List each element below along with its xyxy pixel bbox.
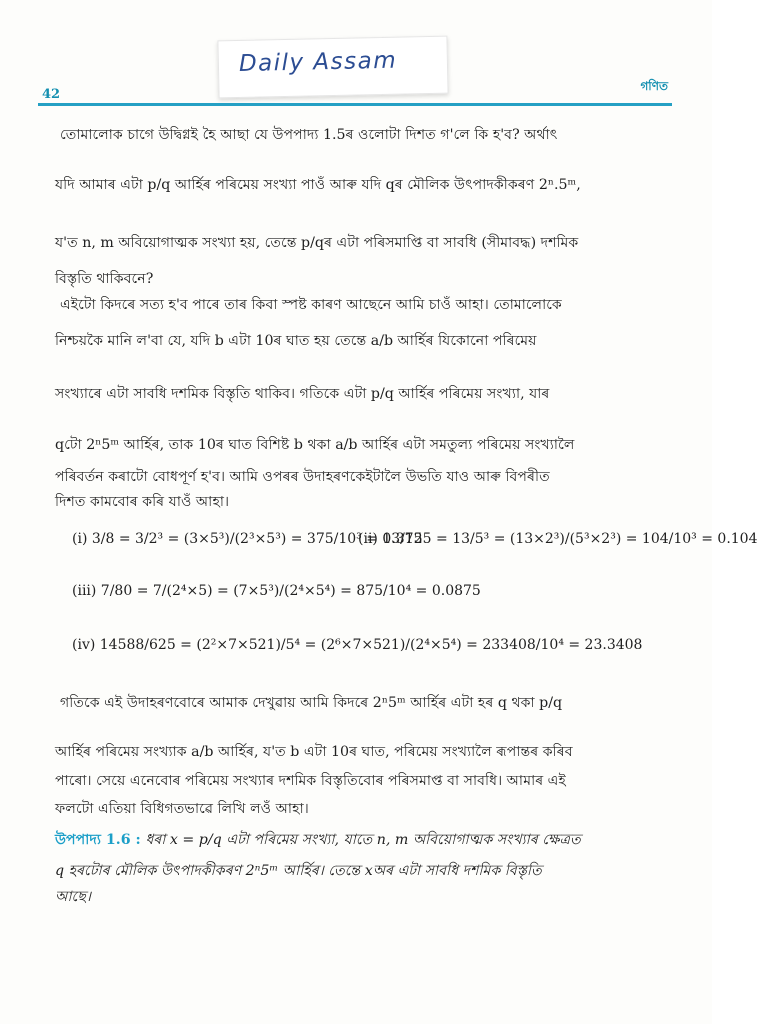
equation-iv: (iv) 14588/625 = (2²×7×521)/5⁴ = (2⁶×7×521)/(2⁴×5⁴) = 233408/10⁴ = 23.3408 [72,637,643,653]
body-line: তোমালোক চাগে উদ্বিগ্নই হৈ আছা যে উপপাদ্য 1.5ৰ ওলোটা দিশত গ'লে কি হ'ব? অৰ্থাৎ [60,127,558,143]
body-line: যদি আমাৰ এটা p/q আৰ্হিৰ পৰিমেয় সংখ্যা পাওঁ আৰু যদি qৰ মৌলিক উৎপাদকীকৰণ 2ⁿ.5ᵐ, [55,177,581,193]
body-line: আৰ্হিৰ পৰিমেয় সংখ্যাক a/b আৰ্হিৰ, য'ত b এটা 10ৰ ঘাত, পৰিমেয় সংখ্যালৈ ৰূপান্তৰ কৰিব [55,744,573,760]
body-line: য'ত n, m অবিয়োগাত্মক সংখ্যা হয়, তেন্তে p/qৰ এটা পৰিসমাপ্তি বা সাবধি (সীমাবদ্ধ) দশমিক [55,235,579,251]
body-line: পাৰো। সেয়ে এনেবোৰ পৰিমেয় সংখ্যাৰ দশমিক বিস্তৃতিবোৰ পৰিসমাপ্ত বা সাবধি। আমাৰ এই [55,773,566,789]
chapter-title: গণিত [640,79,668,93]
theorem-line: আছে। [55,889,91,905]
theorem-label: উপপাদ্য 1.6 : [55,832,141,848]
body-line: qটো 2ⁿ5ᵐ আৰ্হিৰ, তাক 10ৰ ঘাত বিশিষ্ট b থকা a/b আৰ্হিৰ এটা সমতুল্য পৰিমেয় সংখ্যালৈ [55,437,575,453]
stamp-label [217,36,448,99]
body-line: এইটো কিদৰে সত্য হ'ব পাৰে তাৰ কিবা স্পষ্ট কাৰণ আছেনে আমি চাওঁ আহা। তোমালোকে [60,297,562,313]
body-line: দিশত কামবোৰ কৰি যাওঁ আহা। [55,494,230,510]
theorem-line: q হৰটোৰ মৌলিক উৎপাদকীকৰণ 2ⁿ5ᵐ আৰ্হিৰ। তেন্তে xঅৰ এটা সাবধি দশমিক বিস্তৃতি [55,863,542,879]
equation-iii: (iii) 7/80 = 7/(2⁴×5) = (7×5³)/(2⁴×5⁴) = 875/10⁴ = 0.0875 [72,583,481,599]
theorem-line [55,829,581,853]
body-line: সংখ্যাৰে এটা সাবধি দশমিক বিস্তৃতি থাকিব। গতিকে এটা p/q আৰ্হিৰ পৰিমেয় সংখ্যা, যাৰ [55,386,550,402]
body-line: পৰিবৰ্তন কৰাটো বোধপূৰ্ণ হ'ব। আমি ওপৰৰ উদাহৰণকেইটালৈ উভতি যাও আৰু বিপৰীত [55,469,550,485]
equation-ii: (ii) 13/125 = 13/5³ = (13×2³)/(5³×2³) = 104/10³ = 0.104 [358,531,758,547]
header-rule [38,103,672,106]
page-number: 42 [42,87,61,102]
body-line: ফলটো এতিয়া বিধিগতভাৱে লিখি লওঁ আহা। [55,801,309,817]
equation-i: (i) 3/8 = 3/2³ = (3×5³)/(2³×5³) = 375/10³ = 0.375 [72,531,423,547]
body-line: বিস্তৃতি থাকিবনে? [55,271,154,287]
body-line: গতিকে এই উদাহৰণবোৰে আমাক দেখুৱায় আমি কিদৰে 2ⁿ5ᵐ আৰ্হিৰ এটা হৰ q থকা p/q [60,695,563,711]
theorem-text: ধৰা x = p/q এটা পৰিমেয় সংখ্যা, যাতে n, m অবিয়োগাত্মক সংখ্যাৰ ক্ষেত্ৰত [145,832,581,848]
stamp-text: Daily Assam [238,47,398,77]
body-line: নিশ্চয়কৈ মানি ল'বা যে, যদি b এটা 10ৰ ঘাত হয় তেন্তে a/b আৰ্হিৰ যিকোনো পৰিমেয় [55,333,537,349]
